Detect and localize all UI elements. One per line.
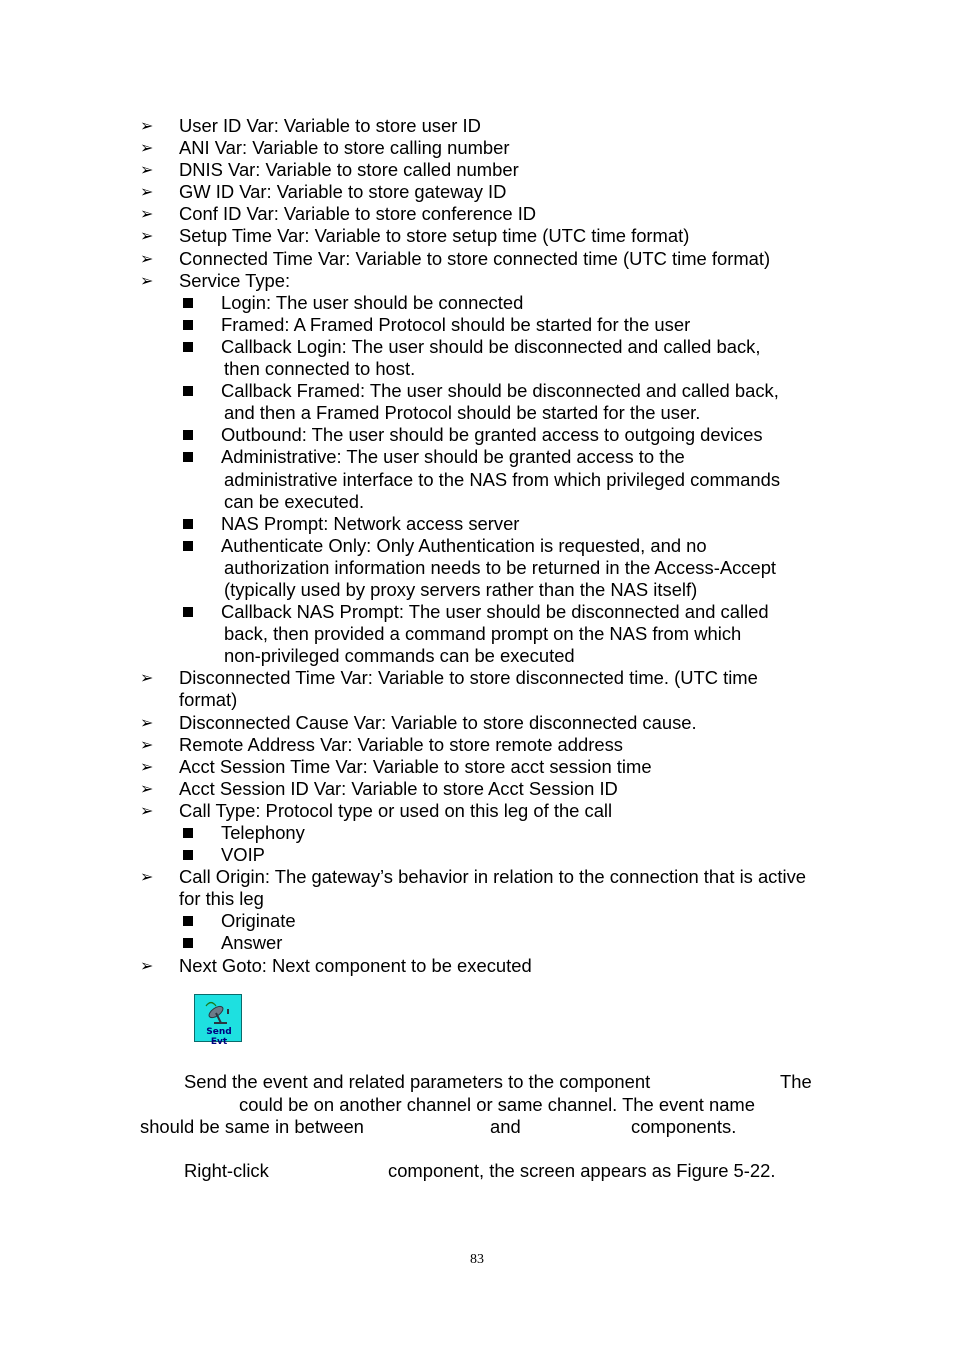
list-item: ➢ Acct Session Time Var: Variable to store acct session time — [140, 755, 652, 777]
square-bullet-icon — [183, 828, 193, 838]
sub-list-item: Outbound: The user should be granted access to outgoing devices — [140, 424, 820, 446]
sub-list-item: Originate — [140, 910, 820, 932]
list-item: ➢ Disconnected Cause Var: Variable to store disconnected cause. — [140, 711, 697, 733]
list-item: ➢ GW ID Var: Variable to store gateway ID — [140, 181, 507, 203]
square-bullet-icon — [183, 916, 193, 926]
arrow-bullet-icon: ➢ — [140, 182, 154, 202]
arrow-bullet-icon: ➢ — [140, 668, 154, 688]
square-bullet-icon — [183, 342, 193, 352]
description-text: The — [780, 1071, 812, 1092]
parameter-list — [140, 115, 820, 977]
arrow-bullet-icon: ➢ — [140, 138, 154, 158]
square-bullet-icon — [183, 541, 193, 551]
square-bullet-icon — [183, 607, 193, 617]
list-item: ➢ User ID Var: Variable to store user ID — [140, 115, 481, 136]
list-item: ➢ Remote Address Var: Variable to store remote address — [140, 733, 623, 755]
description-text: Send the event and related parameters to the component — [184, 1071, 651, 1092]
sub-list-item: NAS Prompt: Network access server — [140, 513, 820, 535]
list-item: ➢ Call Type: Protocol type or used on this leg of the call — [140, 799, 613, 821]
arrow-bullet-icon: ➢ — [140, 204, 154, 224]
satellite-dish-icon — [205, 1001, 231, 1025]
arrow-bullet-icon: ➢ — [140, 160, 154, 180]
arrow-bullet-icon: ➢ — [140, 712, 154, 732]
sub-list-item: Answer — [140, 932, 820, 954]
sub-list-item: Callback Login: The user should be disconnected and called back, then connected to host. — [140, 336, 820, 380]
description-text: components. — [631, 1116, 737, 1137]
page-number: 83 — [470, 1252, 484, 1267]
list-item: ➢ Connected Time Var: Variable to store connected time (UTC time format) — [140, 247, 771, 269]
sub-list-item: Login: The user should be connected — [140, 292, 820, 314]
send-event-label: Send Evt — [206, 1027, 232, 1047]
arrow-bullet-icon: ➢ — [140, 867, 154, 887]
description-text: should be same in between — [140, 1116, 364, 1137]
square-bullet-icon — [183, 298, 193, 308]
arrow-bullet-icon: ➢ — [140, 734, 154, 754]
arrow-bullet-icon: ➢ — [140, 226, 154, 246]
list-item: ➢ Setup Time Var: Variable to store setup time (UTC time format) — [140, 225, 690, 247]
list-item: ➢ Next Goto: Next component to be executed — [140, 954, 532, 976]
arrow-bullet-icon: ➢ — [140, 116, 154, 135]
list-item: ➢ DNIS Var: Variable to store called number — [140, 159, 519, 181]
sub-list-item: Callback NAS Prompt: The user should be disconnected and called back, then provided a command prompt on the NAS from which non-privileged commands can be executed — [140, 601, 820, 667]
square-bullet-icon — [183, 320, 193, 330]
square-bullet-icon — [183, 519, 193, 529]
list-item: ➢ Service Type: — [140, 269, 291, 291]
sub-list-item: Telephony — [140, 822, 820, 844]
sub-list-item: Authenticate Only: Only Authentication is requested, and no authorization information needs to be returned in the Access-Accept (typically used by proxy servers rather than the NAS itself) — [140, 535, 820, 601]
sub-list-item: Framed: A Framed Protocol should be started for the user — [140, 314, 820, 336]
square-bullet-icon — [183, 452, 193, 462]
sub-list-item: VOIP — [140, 844, 820, 866]
description-text: component, the screen appears as Figure 5-22. — [388, 1160, 776, 1181]
square-bullet-icon — [183, 430, 193, 440]
description-text: could be on another channel or same channel. The event name — [239, 1094, 755, 1115]
description-text: and — [490, 1116, 521, 1137]
arrow-bullet-icon: ➢ — [140, 800, 154, 820]
list-item: ➢ Call Origin: The gateway’s behavior in relation to the connection that is active for this leg — [140, 866, 806, 910]
arrow-bullet-icon: ➢ — [140, 955, 154, 975]
list-item: ➢ Disconnected Time Var: Variable to store disconnected time. (UTC time format) — [140, 667, 758, 711]
list-item: ➢ Acct Session ID Var: Variable to store Acct Session ID — [140, 777, 618, 799]
square-bullet-icon — [183, 938, 193, 948]
description-text: Right-click — [184, 1160, 269, 1181]
square-bullet-icon — [183, 850, 193, 860]
sub-list-item: Callback Framed: The user should be disconnected and called back, and then a Framed Protocol should be started for the user. — [140, 380, 820, 424]
arrow-bullet-icon: ➢ — [140, 778, 154, 798]
arrow-bullet-icon: ➢ — [140, 270, 154, 290]
arrow-bullet-icon: ➢ — [140, 756, 154, 776]
arrow-bullet-icon: ➢ — [140, 248, 154, 268]
sub-list-item: Administrative: The user should be granted access to the administrative interface to the NAS from which privileged commands can be executed. — [140, 446, 820, 512]
list-item: ➢ ANI Var: Variable to store calling number — [140, 137, 510, 159]
square-bullet-icon — [183, 386, 193, 396]
send-event-icon — [194, 994, 242, 1047]
list-item: ➢ Conf ID Var: Variable to store conference ID — [140, 203, 537, 225]
